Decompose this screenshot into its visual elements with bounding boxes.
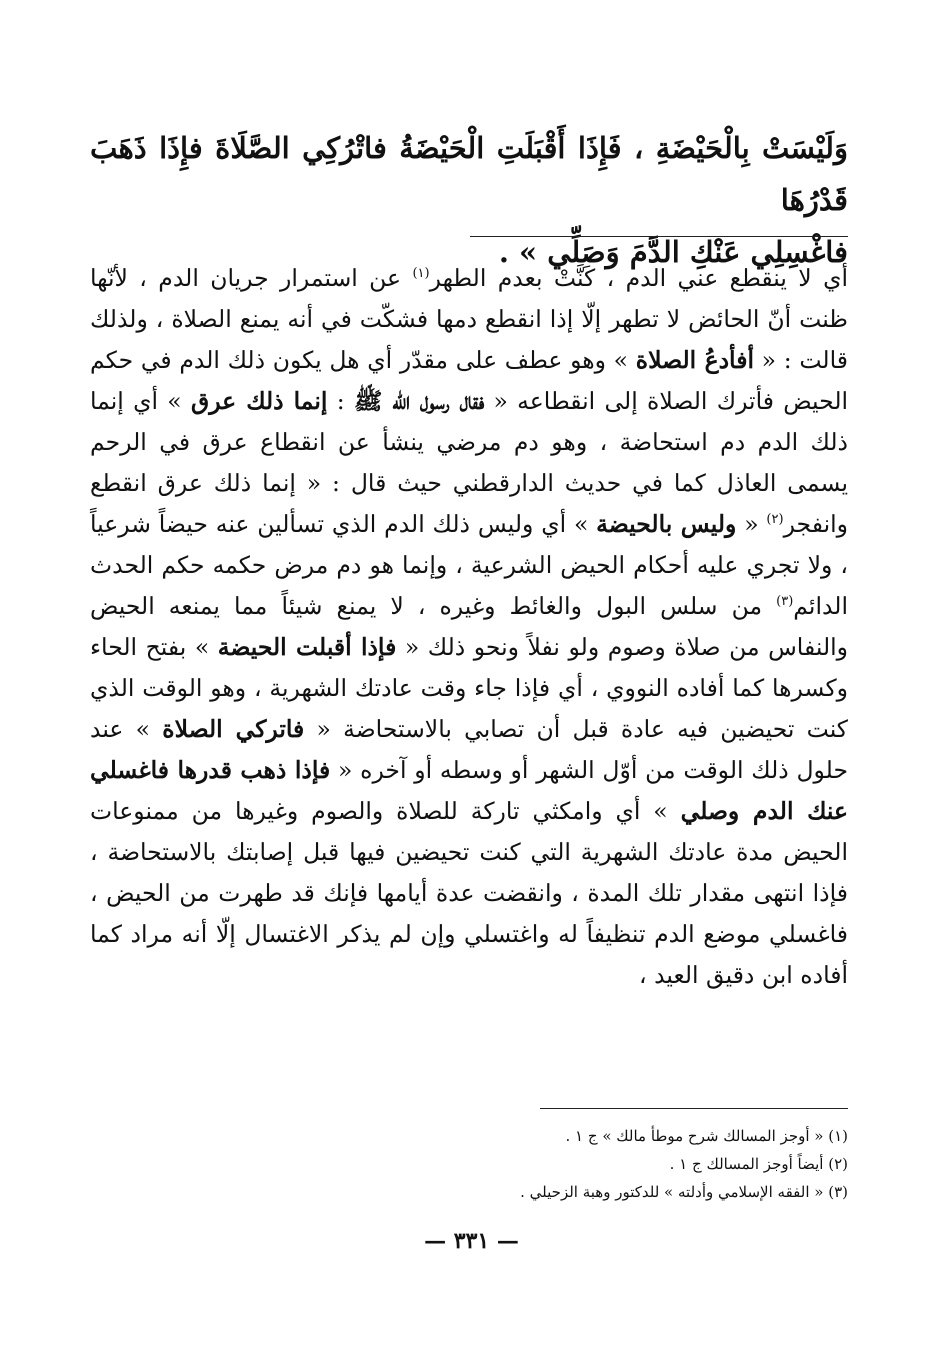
bold-quote: فاتركي الصلاة xyxy=(162,715,305,743)
commentary-text xyxy=(90,258,848,996)
commentary-segment: » أي وامكثي تاركة للصلاة والصوم وغيرها من ممنوعات الحيض مدة عادتك الشهرية التي كنت تحيضين فيها قبل إصابتك بالاستحاضة ، فإذا انتهى مقدار تلك المدة ، وانقضت عدة أيامها فإنك قد طهرت من الحيض ، فاغسلي موضع الدم تنظيفاً له واغتسلي وإن لم يذكر الاغتسال إلّا أنه مراد كما أفاده ابن دقيق العيد ، xyxy=(90,797,848,989)
footnote-ref-1: (١) xyxy=(412,266,430,282)
commentary-segment: » أي إنما ذلك الدم دم استحاضة ، وهو دم مرضي ينشأ عن انقطاع عرق في الرحم يسمى العاذل كما في حديث الدارقطني حيث قال : « إنما ذلك عرق انقطع وانفجر xyxy=(90,387,849,538)
commentary-segment: من سلس البول والغائط وغيره ، لا يمنع شيئاً مما يمنعه الحيض والنفاس من صلاة وصوم ولو نفلاً ونحو ذلك « xyxy=(90,592,848,661)
hadith-text xyxy=(90,122,848,278)
bold-quote: فقال رسول الله ﷺ xyxy=(353,387,485,415)
footnote-3: (٣) « الفقه الإسلامي وأدلته » للدكتور وهبة الزحيلي . xyxy=(520,1183,848,1201)
footnote-2: (٢) أيضاً أوجز المسالك ج ١ . xyxy=(669,1155,848,1173)
bold-quote: وليس بالحيضة xyxy=(596,510,737,538)
commentary-segment: » أي وليس ذلك الدم الذي تسألين عنه حيضاً شرعياً ، ولا تجري عليه أحكام الحيض الشرعية ، وإنما هو دم مرض حكمه حكم الحدث الدائم xyxy=(90,510,848,620)
commentary-segment: » وهو عطف على مقدّر أي هل يكون ذلك الدم في حكم الحيض فأترك الصلاة إلى انقطاعه « xyxy=(90,346,849,415)
bold-quote: فإذا أقبلت الحيضة xyxy=(217,633,397,661)
hadith-line-1: وَلَيْسَتْ بِالْحَيْضَةِ ، فَإِذَا أَقْبَلَتِ الْحَيْضَةُ فاتْرُكِي الصَّلَاةَ فإِذَا ذَهَبَ قَدْرُهَا xyxy=(90,131,848,217)
commentary-segment: « xyxy=(736,510,767,538)
bold-quote: فإذا ذهب قدرها فاغسلي عنك الدم وصلي xyxy=(90,756,849,825)
commentary-segment: أي لا ينقطع عني الدم ، كَنَّتْ بعدم الطهر xyxy=(429,264,848,292)
commentary-segment: » عند حلول ذلك الوقت من أوّل الشهر أو وسطه أو آخره « xyxy=(90,715,848,784)
footnotes xyxy=(90,1122,848,1206)
page-number: — ٣٣١ — xyxy=(424,1228,519,1254)
commentary-segment: : xyxy=(327,387,354,415)
commentary-segment: عن استمرار جريان الدم ، لأنّها ظنت أنّ الحائض لا تطهر إلّا إذا انقطع دمها فشكّت في أنه يمنع الصلاة ، ولذلك قالت : « xyxy=(90,264,848,374)
hadith-separator-rule xyxy=(470,236,848,237)
footnote-separator-rule xyxy=(540,1108,848,1109)
bold-quote: أفأدعُ الصلاة xyxy=(635,346,754,374)
commentary-paragraph xyxy=(90,258,848,996)
footnote-ref-2: (٢) xyxy=(766,512,784,528)
commentary-segment: » بفتح الحاء وكسرها كما أفاده النووي ، أي فإذا جاء وقت عادتك الشهرية ، وهو الوقت الذي كنت تحيضين فيه عادة قبل أن تصابي بالاستحاضة « xyxy=(90,633,848,743)
footnote-1: (١) « أوجز المسالك شرح موطأ مالك » ج ١ . xyxy=(565,1127,848,1145)
bold-quote: إنما ذلك عرق xyxy=(190,387,328,415)
hadith-line-2: فاغْسِلِي عَنْكِ الدَّمَ وَصَلِّي » . xyxy=(498,235,848,269)
footnote-ref-3: (٣) xyxy=(776,594,794,610)
